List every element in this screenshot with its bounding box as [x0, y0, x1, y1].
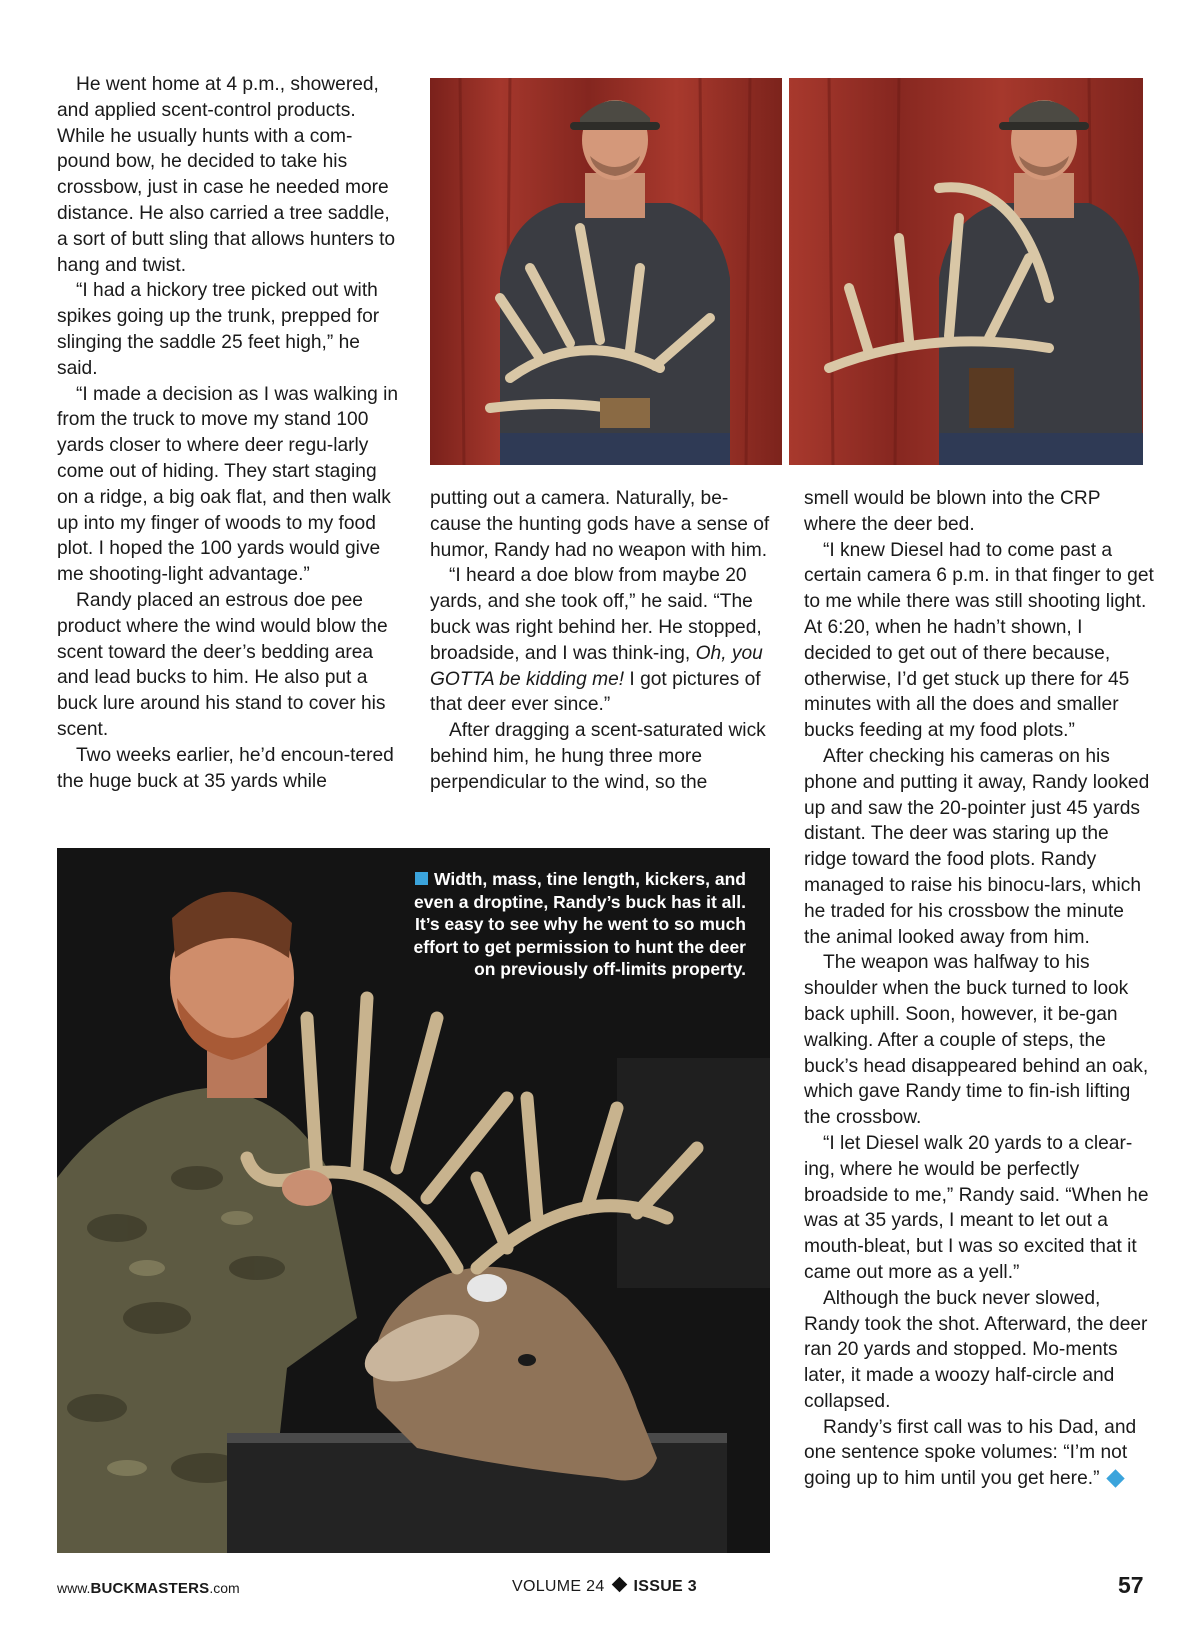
diamond-icon: [611, 1577, 627, 1593]
paragraph-text: Randy’s first call was to his Dad, and one sentence spoke volumes: “I’m not going up to him until you get here.”: [804, 1416, 1137, 1490]
paragraph: Two weeks earlier, he’d encoun-tered the huge buck at 35 yards while: [57, 744, 394, 792]
paragraph: “I let Diesel walk 20 yards to a clear-ing, where he would be perfectly broadside to me,” Randy said. “When he was at 35 yards, I meant to let out a mouth-bleat, but I was so excited that it came out more as a yell.”: [804, 1132, 1149, 1283]
text-column-1: [57, 72, 402, 794]
end-diamond-icon: [1107, 1470, 1125, 1488]
footer-volume-issue: [512, 1578, 697, 1596]
text-column-2: [430, 486, 776, 796]
paragraph: “I had a hickory tree picked out with spikes going up the trunk, prepped for slinging the saddle 25 feet high,” he said.: [57, 280, 380, 379]
photo-antlers-front: [430, 78, 782, 465]
site-prefix: www.: [57, 1580, 91, 1596]
site-brand: BUCKMASTERS: [90, 1580, 210, 1597]
issue-label: ISSUE 3: [633, 1578, 697, 1595]
paragraph: [804, 1415, 1154, 1492]
paragraph: The weapon was halfway to his shoulder when the buck turned to look back uphill. Soon, however, it be-gan walking. After a couple of steps, the buck’s head disappeared behind an oak, which gave Randy time to fin-ish lifting the crossbow.: [804, 952, 1149, 1129]
paragraph: Randy placed an estrous doe pee product where the wind would blow the scent toward the deer’s bedding area and lead bucks to him. He also put a buck lure around his stand to cover his scent.: [57, 589, 388, 740]
caption-text: Width, mass, tine length, kickers, and even a droptine, Randy’s buck has it all. It’s easy to see why he went to so much effort to get permission to hunt the deer on previously off-limits property.: [413, 869, 746, 980]
paragraph: After dragging a scent-saturated wick behind him, he hung three more perpendicular to the wind, so the: [430, 720, 766, 793]
paragraph: putting out a camera. Naturally, be-cause the hunting gods have a sense of humor, Randy had no weapon with him.: [430, 488, 770, 561]
text-column-3: [804, 486, 1154, 1492]
paragraph: smell would be blown into the CRP where the deer bed.: [804, 488, 1101, 535]
photo-caption: [410, 868, 746, 981]
paragraph: After checking his cameras on his phone and putting it away, Randy looked up and saw the 20-pointer just 45 yards distant. The deer was staring up the ridge toward the food plots. Randy managed to raise his binocu-lars, which he traded for his crossbow the minute the animal looked away from him.: [804, 745, 1150, 948]
volume-label: VOLUME 24: [512, 1578, 605, 1595]
paragraph: Although the buck never slowed, Randy took the shot. Afterward, the deer ran 20 yards and stopped. Mo-ments later, it made a woozy half-circle and collapsed.: [804, 1287, 1148, 1412]
site-suffix: .com: [209, 1580, 240, 1596]
paragraph: [430, 563, 776, 718]
paragraph: He went home at 4 p.m., showered, and applied scent-control products. While he usually hunts with a com-pound bow, he decided to take his crossbow, just in case he needed more distance. He also carried a tree saddle, a sort of butt sling that allows hunters to hang and twist.: [57, 74, 396, 276]
page-number: 57: [1118, 1572, 1144, 1598]
caption-square-icon: [415, 872, 428, 885]
paragraph: “I made a decision as I was walking in from the truck to move my stand 100 yards closer to where deer regu-larly come out of hiding. They start staging on a ridge, a big oak flat, and then walk up into my finger of woods to my food plot. I hoped the 100 yards would give me shooting-light advantage.”: [57, 383, 399, 586]
quote-italic: Oh, you GOTTA be kidding me!: [430, 642, 763, 690]
photo-antlers-side: [789, 78, 1143, 465]
quote-text: I got pictures of that deer ever since.”: [430, 668, 761, 716]
quote-text: “I heard a doe blow from maybe 20 yards, and she took off,” he said. “The buck was right behind her. He stopped, broadside, and I was think-ing,: [430, 565, 762, 664]
paragraph: “I knew Diesel had to come past a certain camera 6 p.m. in that finger to get to me while there was still shooting light. At 6:20, when he hadn’t shown, I decided to get out of there because, otherwise, I’d get stuck up there for 45 minutes with all the does and smaller bucks feeding at my food plots.”: [804, 539, 1154, 742]
footer-site-link[interactable]: [57, 1580, 240, 1597]
